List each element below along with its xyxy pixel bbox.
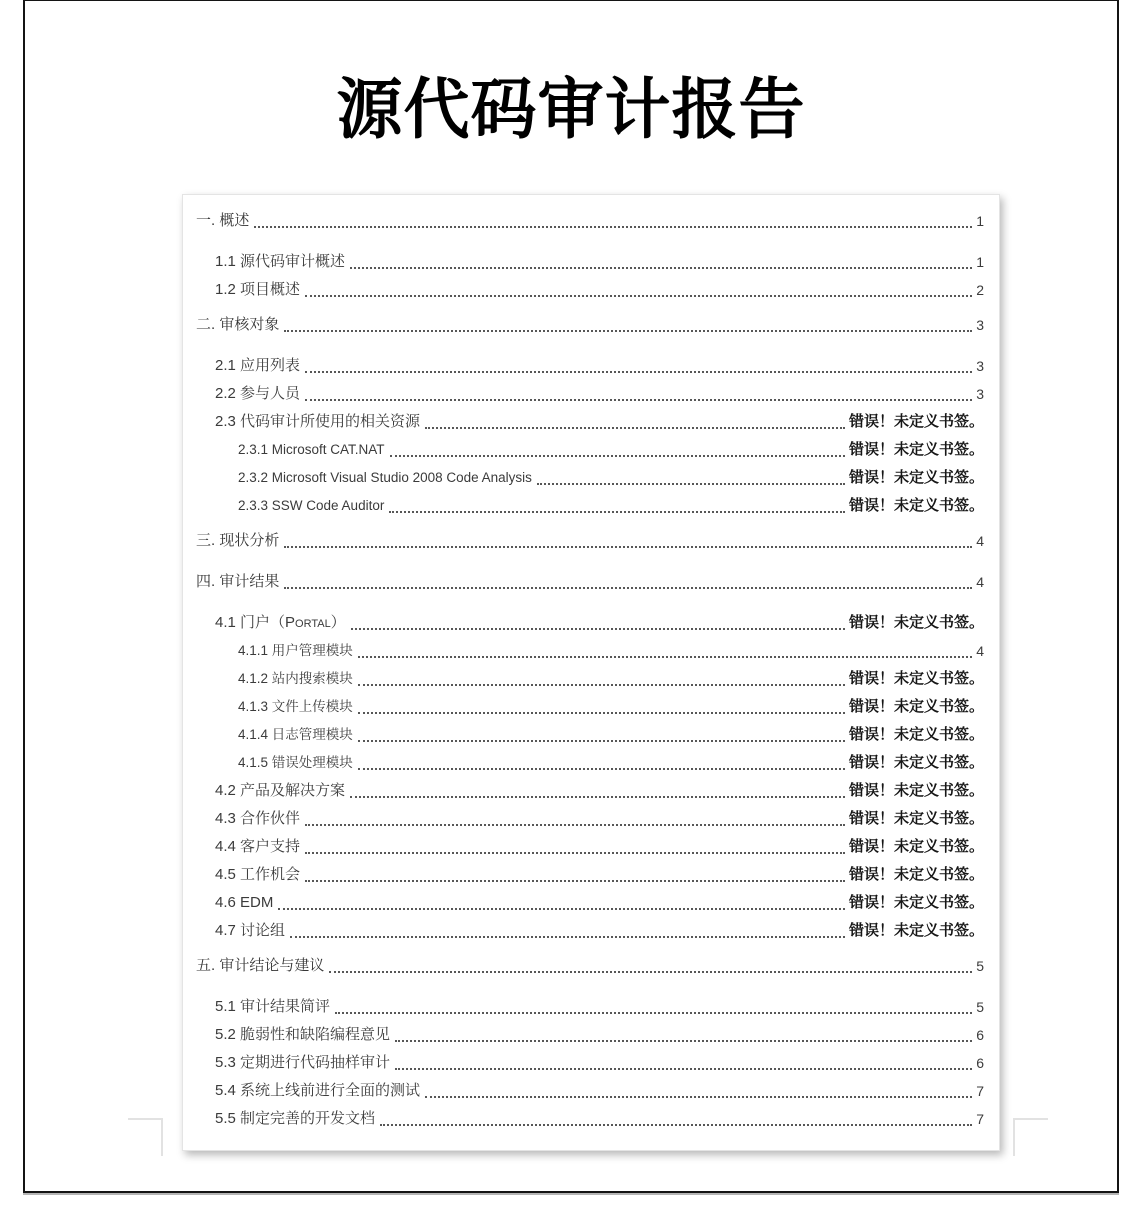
toc-page-number: 3 <box>976 317 984 333</box>
toc-entry[interactable] <box>183 1021 984 1049</box>
toc-page-number: 4 <box>976 533 984 549</box>
toc-entry[interactable] <box>183 609 984 637</box>
document-page <box>23 0 1119 1193</box>
toc-error-bookmark-text: 错误！未定义书签。 <box>848 810 984 827</box>
toc-dot-leader <box>537 483 845 485</box>
toc-entry-label: 5.4 系统上线前进行全面的测试 <box>215 1082 421 1099</box>
toc-entry-label: 1.2 项目概述 <box>215 281 301 298</box>
toc-error-bookmark-text: 错误！未定义书签。 <box>848 441 984 458</box>
toc-entry-label: 4.2 产品及解决方案 <box>215 782 346 799</box>
toc-dot-leader <box>390 455 845 457</box>
toc-dot-leader <box>284 587 972 589</box>
toc-dot-leader <box>425 427 845 429</box>
toc-entry[interactable] <box>183 1077 984 1105</box>
toc-dot-leader <box>305 295 972 297</box>
toc-error-bookmark-text: 错误！未定义书签。 <box>848 698 984 715</box>
toc-entry-label: 2.3 代码审计所使用的相关资源 <box>215 413 421 430</box>
toc-entry-label: 2.3.2 Microsoft Visual Studio 2008 Code Analysis <box>238 470 532 485</box>
toc-entry-label: 5.5 制定完善的开发文档 <box>215 1110 376 1127</box>
toc-entry-label: 4.4 客户支持 <box>215 838 301 855</box>
toc-entry-label: 2.2 参与人员 <box>215 385 301 402</box>
toc-entry[interactable] <box>183 952 984 980</box>
toc-entry[interactable] <box>183 693 984 721</box>
toc-dot-leader <box>305 824 845 826</box>
toc-entry[interactable] <box>183 311 984 339</box>
toc-entry[interactable] <box>183 492 984 520</box>
toc-dot-leader <box>358 740 845 742</box>
toc-entry-label: 2.1 应用列表 <box>215 357 301 374</box>
toc-dot-leader <box>335 1012 972 1014</box>
toc-entry-label: 2.3.3 SSW Code Auditor <box>238 498 385 513</box>
toc-entry-label: 4.3 合作伙伴 <box>215 810 301 827</box>
toc-entry-label: 1.1 源代码审计概述 <box>215 253 346 270</box>
toc-error-bookmark-text: 错误！未定义书签。 <box>848 413 984 430</box>
toc-page-number: 1 <box>976 213 984 229</box>
toc-page-number: 7 <box>976 1083 984 1099</box>
toc-entry-label: 4.1.3 文件上传模块 <box>238 699 353 714</box>
toc-dot-leader <box>395 1040 972 1042</box>
toc-entry[interactable] <box>183 917 984 945</box>
toc-error-bookmark-text: 错误！未定义书签。 <box>848 922 984 939</box>
toc-entry[interactable] <box>183 568 984 596</box>
toc-entry[interactable] <box>183 665 984 693</box>
toc-entry[interactable] <box>183 408 984 436</box>
toc-dot-leader <box>358 684 845 686</box>
toc-page-number: 2 <box>976 282 984 298</box>
toc-page-number: 3 <box>976 386 984 402</box>
toc-page-number: 4 <box>976 643 984 659</box>
toc-entry[interactable] <box>183 1105 984 1133</box>
toc-entry-label: 一. 概述 <box>196 212 250 229</box>
toc-dot-leader <box>358 712 845 714</box>
text-boundary-corner-mark-left <box>128 1118 163 1156</box>
toc-error-bookmark-text: 错误！未定义书签。 <box>848 754 984 771</box>
toc-entry[interactable] <box>183 833 984 861</box>
toc-entry-label: 4.5 工作机会 <box>215 866 301 883</box>
toc-entry[interactable] <box>183 527 984 555</box>
toc-entry-label: 三. 现状分析 <box>196 532 280 549</box>
toc-error-bookmark-text: 错误！未定义书签。 <box>848 838 984 855</box>
toc-entry-label: 4.1.2 站内搜索模块 <box>238 671 353 686</box>
toc-error-bookmark-text: 错误！未定义书签。 <box>848 894 984 911</box>
toc-error-bookmark-text: 错误！未定义书签。 <box>848 614 984 631</box>
document-title: 源代码审计报告 <box>336 74 806 147</box>
toc-error-bookmark-text: 错误！未定义书签。 <box>848 670 984 687</box>
toc-entry-list <box>183 207 984 1133</box>
toc-entry[interactable] <box>183 889 984 917</box>
toc-page-number: 1 <box>976 254 984 270</box>
toc-entry[interactable] <box>183 993 984 1021</box>
toc-dot-leader <box>305 880 845 882</box>
toc-entry-label: 4.1.1 用户管理模块 <box>238 643 353 658</box>
toc-error-bookmark-text: 错误！未定义书签。 <box>848 497 984 514</box>
toc-dot-leader <box>284 546 972 548</box>
toc-entry-label: 5.1 审计结果简评 <box>215 998 331 1015</box>
toc-entry[interactable] <box>183 721 984 749</box>
toc-entry[interactable] <box>183 805 984 833</box>
text-boundary-corner-mark-right <box>1013 1118 1048 1156</box>
toc-dot-leader <box>358 768 845 770</box>
toc-dot-leader <box>389 511 845 513</box>
toc-entry[interactable] <box>183 207 984 235</box>
toc-entry-label: 2.3.1 Microsoft CAT.NAT <box>238 442 385 457</box>
toc-entry-label: 5.3 定期进行代码抽样审计 <box>215 1054 391 1071</box>
toc-dot-leader <box>305 852 845 854</box>
toc-entry[interactable] <box>183 464 984 492</box>
toc-dot-leader <box>350 267 972 269</box>
toc-entry[interactable] <box>183 749 984 777</box>
toc-entry[interactable] <box>183 380 984 408</box>
toc-entry[interactable] <box>183 352 984 380</box>
toc-entry[interactable] <box>183 248 984 276</box>
toc-dot-leader <box>351 628 845 630</box>
toc-error-bookmark-text: 错误！未定义书签。 <box>848 469 984 486</box>
toc-dot-leader <box>395 1068 972 1070</box>
toc-dot-leader <box>290 936 845 938</box>
toc-entry-label: 二. 审核对象 <box>196 316 280 333</box>
toc-page-number: 6 <box>976 1027 984 1043</box>
toc-entry-label: 5.2 脆弱性和缺陷编程意见 <box>215 1026 391 1043</box>
toc-entry[interactable] <box>183 436 984 464</box>
toc-entry-label: 4.1 门户（Portal） <box>215 614 346 631</box>
toc-dot-leader <box>284 330 972 332</box>
toc-dot-leader <box>278 908 845 910</box>
toc-entry[interactable] <box>183 777 984 805</box>
toc-entry-label: 4.6 EDM <box>215 894 274 911</box>
toc-page-number: 6 <box>976 1055 984 1071</box>
toc-entry[interactable] <box>183 1049 984 1077</box>
toc-dot-leader <box>329 971 972 973</box>
toc-entry-label: 4.7 讨论组 <box>215 922 286 939</box>
toc-entry[interactable] <box>183 276 984 304</box>
toc-error-bookmark-text: 错误！未定义书签。 <box>848 782 984 799</box>
toc-entry[interactable] <box>183 637 984 665</box>
toc-error-bookmark-text: 错误！未定义书签。 <box>848 866 984 883</box>
toc-page-number: 5 <box>976 999 984 1015</box>
toc-dot-leader <box>350 796 845 798</box>
toc-page-number: 5 <box>976 958 984 974</box>
toc-dot-leader <box>380 1124 972 1126</box>
toc-dot-leader <box>358 656 972 658</box>
toc-page-number: 4 <box>976 574 984 590</box>
toc-entry-label: 五. 审计结论与建议 <box>196 957 325 974</box>
toc-error-bookmark-text: 错误！未定义书签。 <box>848 726 984 743</box>
toc-dot-leader <box>254 226 972 228</box>
toc-page-number: 3 <box>976 358 984 374</box>
toc-entry[interactable] <box>183 861 984 889</box>
toc-entry-label: 4.1.5 错误处理模块 <box>238 755 353 770</box>
toc-entry-label: 四. 审计结果 <box>196 573 280 590</box>
toc-dot-leader <box>425 1096 972 1098</box>
toc-page-number: 7 <box>976 1111 984 1127</box>
toc-entry-label: 4.1.4 日志管理模块 <box>238 727 353 742</box>
table-of-contents <box>182 194 1000 1151</box>
toc-dot-leader <box>305 399 972 401</box>
toc-dot-leader <box>305 371 972 373</box>
